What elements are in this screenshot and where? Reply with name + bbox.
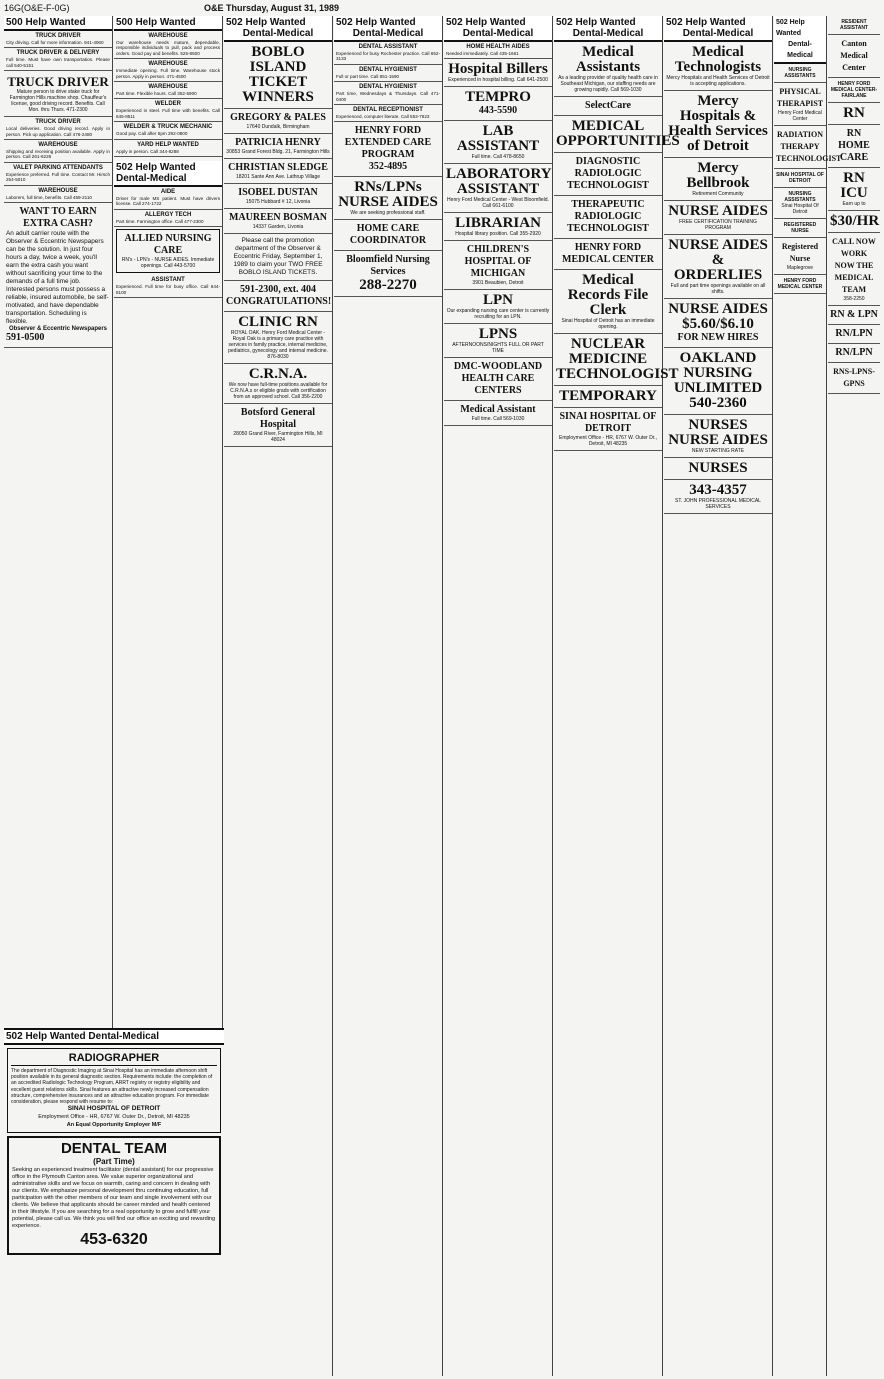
column-header: 502 Help Wanted Dental-Medical — [664, 16, 772, 42]
ad: Hospital Billers Experienced in hospital billing. Call 641-2500 — [444, 59, 552, 87]
ad: Medical Assistant Full time. Call 569-1030 — [444, 401, 552, 426]
ad: NUCLEAR MEDICINE TECHNOLOGIST — [554, 334, 662, 386]
ad: HOME CARE COORDINATOR — [334, 220, 442, 251]
boblo-winners: BOBLO ISLAND TICKET WINNERS — [224, 42, 332, 109]
ad: RN/LPN — [828, 325, 880, 344]
ad: NURSE AIDES $5.60/$6.10 FOR NEW HIRES — [664, 299, 772, 348]
ad: RNs/LPNs NURSE AIDES We are seeking professional staff. — [334, 177, 442, 220]
ad: WAREHOUSE Shipping and receiving position available. Apply in person. Call 261-6226 — [4, 140, 112, 163]
ad: TEMPORARY — [554, 386, 662, 408]
ad: CLINIC RN ROYAL OAK. Henry Ford Medical Center - Royal Oak is a primary care practice with services in family practice, internal medicine, pediatrics, gynecology and internal medicine. 876-8030 — [224, 312, 332, 364]
column-header: 500 Help Wanted — [114, 16, 222, 31]
ad: NURSING ASSISTANTS Sinai Hospital Of Detroit — [774, 188, 826, 219]
ad: TRUCK DRIVER City driving. Call for more information. 941-4060 — [4, 31, 112, 48]
ad: DENTAL HYGIENIST Full or part time. Call 851-1590 — [334, 65, 442, 82]
ad: TRUCK DRIVER Local deliveries. Good driving record. Apply in person. Pick up application. Call 476-2480 — [4, 117, 112, 140]
columns — [4, 16, 882, 1376]
ad: SINAI HOSPITAL OF DETROIT — [774, 169, 826, 188]
ad: WAREHOUSE Our warehouse needs mature, dependable, responsible individuals to pull, pack and process orders. Good pay and benefits. 525-8500 — [114, 31, 222, 59]
section-header: 502 Help Wanted Dental-Medical — [4, 1030, 224, 1045]
ad: CHILDREN'S HOSPITAL OF MICHIGAN 3901 Beaubien, Detroit — [444, 241, 552, 290]
ad: RESIDENT ASSISTANT — [828, 16, 880, 35]
ad: Mercy Bellbrook Retirement Community — [664, 158, 772, 201]
ad: Registered Nurse Maplegrove — [774, 238, 826, 275]
ad: RN & LPN — [828, 306, 880, 325]
ad: 343-4357 ST. JOHN PROFESSIONAL MEDICAL SERVICES — [664, 480, 772, 514]
ad: NURSE AIDES FREE CERTIFICATION TRAINING PROGRAM — [664, 201, 772, 235]
column-header: 502 Help Wanted Dental-Medical — [554, 16, 662, 42]
ad: WAREHOUSE Immediate opening. Full time. Warehouse stock person. Apply in person. 471-4500 — [114, 59, 222, 82]
winner: PATRICIA HENRY 30853 Grand Forest Bldg. 21, Farmington Hills — [224, 134, 332, 159]
ad: RN ICU Earn up to — [828, 168, 880, 211]
ad: AIDE Driver for male MS patient. Must have drivers license. Call 274-1722 — [114, 187, 222, 210]
ad: PHYSICAL THERAPIST Henry Ford Medical Center — [774, 83, 826, 126]
claim-instructions: Please call the promotion department of the Observer & Eccentric Friday, September 1, 1989 to claim your TWO FREE BOBLO ISLAND TICKETS. — [224, 234, 332, 281]
ad: NURSE AIDES & ORDERLIES Full and part time openings available on all shifts. — [664, 235, 772, 299]
ad: LPN Our expanding nursing care center is currently recruiting for an LPN. — [444, 290, 552, 324]
ad: C.R.N.A. We now have full-time positions available for C.R.N.A.s or eligible grads with certification from an approved school. Call 356-2200 — [224, 364, 332, 404]
ad: NURSING ASSISTANTS — [774, 64, 826, 83]
column-header: 502 Help Wanted Dental-Medical — [774, 16, 826, 64]
ad: DENTAL HYGIENIST Part time, Wednesdays & Thursdays. Call 471-0400 — [334, 82, 442, 105]
ad: TRUCK DRIVER Mature person to drive stake truck for Farmington Hills machine shop. Chauffeur's license, good driving record. Benefits. Call Mon. thru Thurs. 471-2300 — [4, 71, 112, 117]
ad: Canton Medical Center — [828, 35, 880, 78]
ad: HENRY FORD MEDICAL CENTER — [554, 239, 662, 270]
ad: RNS-LPNS-GPNS — [828, 363, 880, 394]
ad: DIAGNOSTIC RADIOLOGIC TECHNOLOGIST — [554, 153, 662, 196]
ad: Botsford General Hospital 28050 Grand River, Farmington Hills, MI 48024 — [224, 404, 332, 447]
ad: NURSES — [664, 458, 772, 480]
column-3 — [224, 16, 333, 1376]
ad: MEDICAL OPPORTUNITIES — [554, 116, 662, 153]
ad: DENTAL ASSISTANT Experienced for busy Rochester practice. Call 652-3133 — [334, 42, 442, 65]
ad: ALLIED NURSING CARE RN's - LPN's - NURSE AIDES. Immediate openings. Call 443-5700 — [116, 229, 220, 273]
winner: ISOBEL DUSTAN 15075 Hubbard # 12, Livonia — [224, 184, 332, 209]
column-header: 502 Help Wanted Dental-Medical — [444, 16, 552, 42]
winner: MAUREEN BOSMAN 14337 Garden, Livonia — [224, 209, 332, 234]
page-code: 16G(O&E-F-0G) — [4, 3, 70, 13]
winner: CHRISTIAN SLEDGE 18201 Sante Ann Ave. Lathrup Village — [224, 159, 332, 184]
ad: LABORATORY ASSISTANT Henry Ford Medical Center - West Bloomfield. Call 661-6100 — [444, 164, 552, 213]
ad: RN HOME CARE — [828, 125, 880, 168]
ad: WELDER Experienced in steel. Full time with benefits. Call 645-8511 — [114, 99, 222, 122]
ad: WAREHOUSE Laborers, full time, benefits. Call 459-2110 — [4, 186, 112, 203]
ad: OAKLAND NURSING UNLIMITED 540-2360 — [664, 348, 772, 415]
ad: HENRY FORD EXTENDED CARE PROGRAM 352-4895 — [334, 122, 442, 177]
ad: WELDER & TRUCK MECHANIC Good pay. Call after 5pm 292-0800 — [114, 122, 222, 139]
radiographer-ad: RADIOGRAPHER The department of Diagnostic Imaging at Sinai Hospital has an immediate afternoon shift position available in its general diagnostic section. Requirements include: the completion of an accredited Radiologic Technology Program, ARRT registry or registry eligibility and excellent guest relations skills. Sinai features an attractive newly increased compensation structure, comprehensive insurances and an attractive education program. For immediate consideration, please respond with resume to: SINAI HOSPITAL OF DETROIT Employment Office - HR, 6767 W. Outer Dr., Detroit, MI 48235 An Equal Opportunity Employer M/F — [7, 1048, 221, 1133]
ad: ALLERGY TECH Part time. Farmington office. Call 477-2300 — [114, 210, 222, 227]
claim-phone: 591-2300, ext. 404 CONGRATULATIONS! — [224, 281, 332, 312]
ad: Medical Records File Clerk Sinai Hospital of Detroit has an immediate opening. — [554, 270, 662, 334]
ad: CALL NOW WORK NOW THE MEDICAL TEAM 358-2250 — [828, 233, 880, 306]
column-header: 500 Help Wanted — [4, 16, 112, 31]
ad: LAB ASSISTANT Full time. Call 478-8650 — [444, 121, 552, 164]
issue-date: O&E Thursday, August 31, 1989 — [204, 3, 340, 13]
section-header: 502 Help Wanted Dental-Medical — [114, 161, 222, 187]
ad: HENRY FORD MEDICAL CENTER-FAIRLANE — [828, 78, 880, 103]
ad: RN/LPN — [828, 344, 880, 363]
ad: ASSISTANT Experienced. Full time for busy office. Call 644-8100 — [114, 275, 222, 298]
ad: RN — [828, 103, 880, 125]
ad: WAREHOUSE Part time. Flexible hours. Call 352-5900 — [114, 82, 222, 99]
ad: THERAPEUTIC RADIOLOGIC TECHNOLOGIST — [554, 196, 662, 239]
page-header — [4, 3, 880, 15]
ad: YARD HELP WANTED Apply in person. Call 344-8288 — [114, 140, 222, 157]
bottom-dental-medical — [4, 1028, 224, 1378]
ad: HENRY FORD MEDICAL CENTER — [774, 275, 826, 294]
column-header: 502 Help Wanted Dental-Medical — [334, 16, 442, 42]
ad: RADIATION THERAPY TECHNOLOGIST — [774, 126, 826, 169]
ad: Medical Assistants As a leading provider of quality health care in Southeast Michigan, our staffing needs are growing rapidly. Call 569-1030 — [554, 42, 662, 97]
ad: VALET PARKING ATTENDANTS Experience preferred. Full time. Contact Mr. Hirsch 254-5010 — [4, 163, 112, 186]
ad: DENTAL RECEPTIONIST Experienced, computer literate. Call 553-7623 — [334, 105, 442, 122]
column-4 — [334, 16, 443, 1376]
ad: REGISTERED NURSE — [774, 219, 826, 238]
ad: TEMPRO 443-5590 — [444, 87, 552, 121]
ad: Bloomfield Nursing Services 288-2270 — [334, 251, 442, 297]
column-5 — [444, 16, 553, 1376]
column-header: 502 Help Wanted Dental-Medical — [224, 16, 332, 42]
ad: SelectCare — [554, 97, 662, 116]
column-7 — [664, 16, 773, 1376]
dental-team-ad: DENTAL TEAM (Part Time) Seeking an experienced treatment facilitator (dental assistant) for our progressive office in the Plymouth Canton area. We value superior organizational and administrative skills and we focus on warmth, caring and concern in dealing with our clients. We emphasize personal development thru continuing education, full participation with the other members of our team and single involvement with our clients. We believe that applicants should be career minded and health centered in their lifestyle. If you are searching for a real opportunity to grow and fulfill your potential, please call us. We think you will find our office an exciting and rewarding experience. 453-6320 — [7, 1136, 221, 1255]
ad: $30/HR — [828, 211, 880, 233]
ad: SINAI HOSPITAL OF DETROIT Employment Office - HR, 6767 W. Outer Dr., Detroit, MI 48235 — [554, 408, 662, 451]
ad: Mercy Hospitals & Health Services of Detroit — [664, 91, 772, 158]
ad: LPNS AFTERNOONS/NIGHTS FULL OR PART TIME — [444, 324, 552, 358]
ad: NURSES NURSE AIDES NEW STARTING RATE — [664, 415, 772, 458]
ad: TRUCK DRIVER & DELIVERY Full time. Must have own transportation. Please call 540-5151 — [4, 48, 112, 71]
column-8 — [774, 16, 842, 1376]
column-9 — [828, 16, 880, 1376]
ad: LIBRARIAN Hospital library position. Call 355-2920 — [444, 213, 552, 241]
promo-ad: WANT TO EARN EXTRA CASH? An adult carrier route with the Observer & Eccentric Newspapers can be the solution. In just four hours a day, twice a week, you'll earn the extra cash you want without sacrificing your time to the demands of a full time job. Interested persons must possess a reliable, insured automobile, be self-motivated, and have dependable transportation. Scheduling is flexible. Observer & Eccentric Newspapers 591-0500 — [4, 203, 112, 348]
winner: GREGORY & PALES 17640 Dundalk, Birmingham — [224, 109, 332, 134]
ad: DMC-WOODLAND HEALTH CARE CENTERS — [444, 358, 552, 401]
column-6 — [554, 16, 680, 1376]
ad: HOME HEALTH AIDES Needed immediately. Call 435-1661 — [444, 42, 552, 59]
ad: Medical Technologists Mercy Hospitals and Health Services of Detroit is accepting applications. — [664, 42, 772, 91]
